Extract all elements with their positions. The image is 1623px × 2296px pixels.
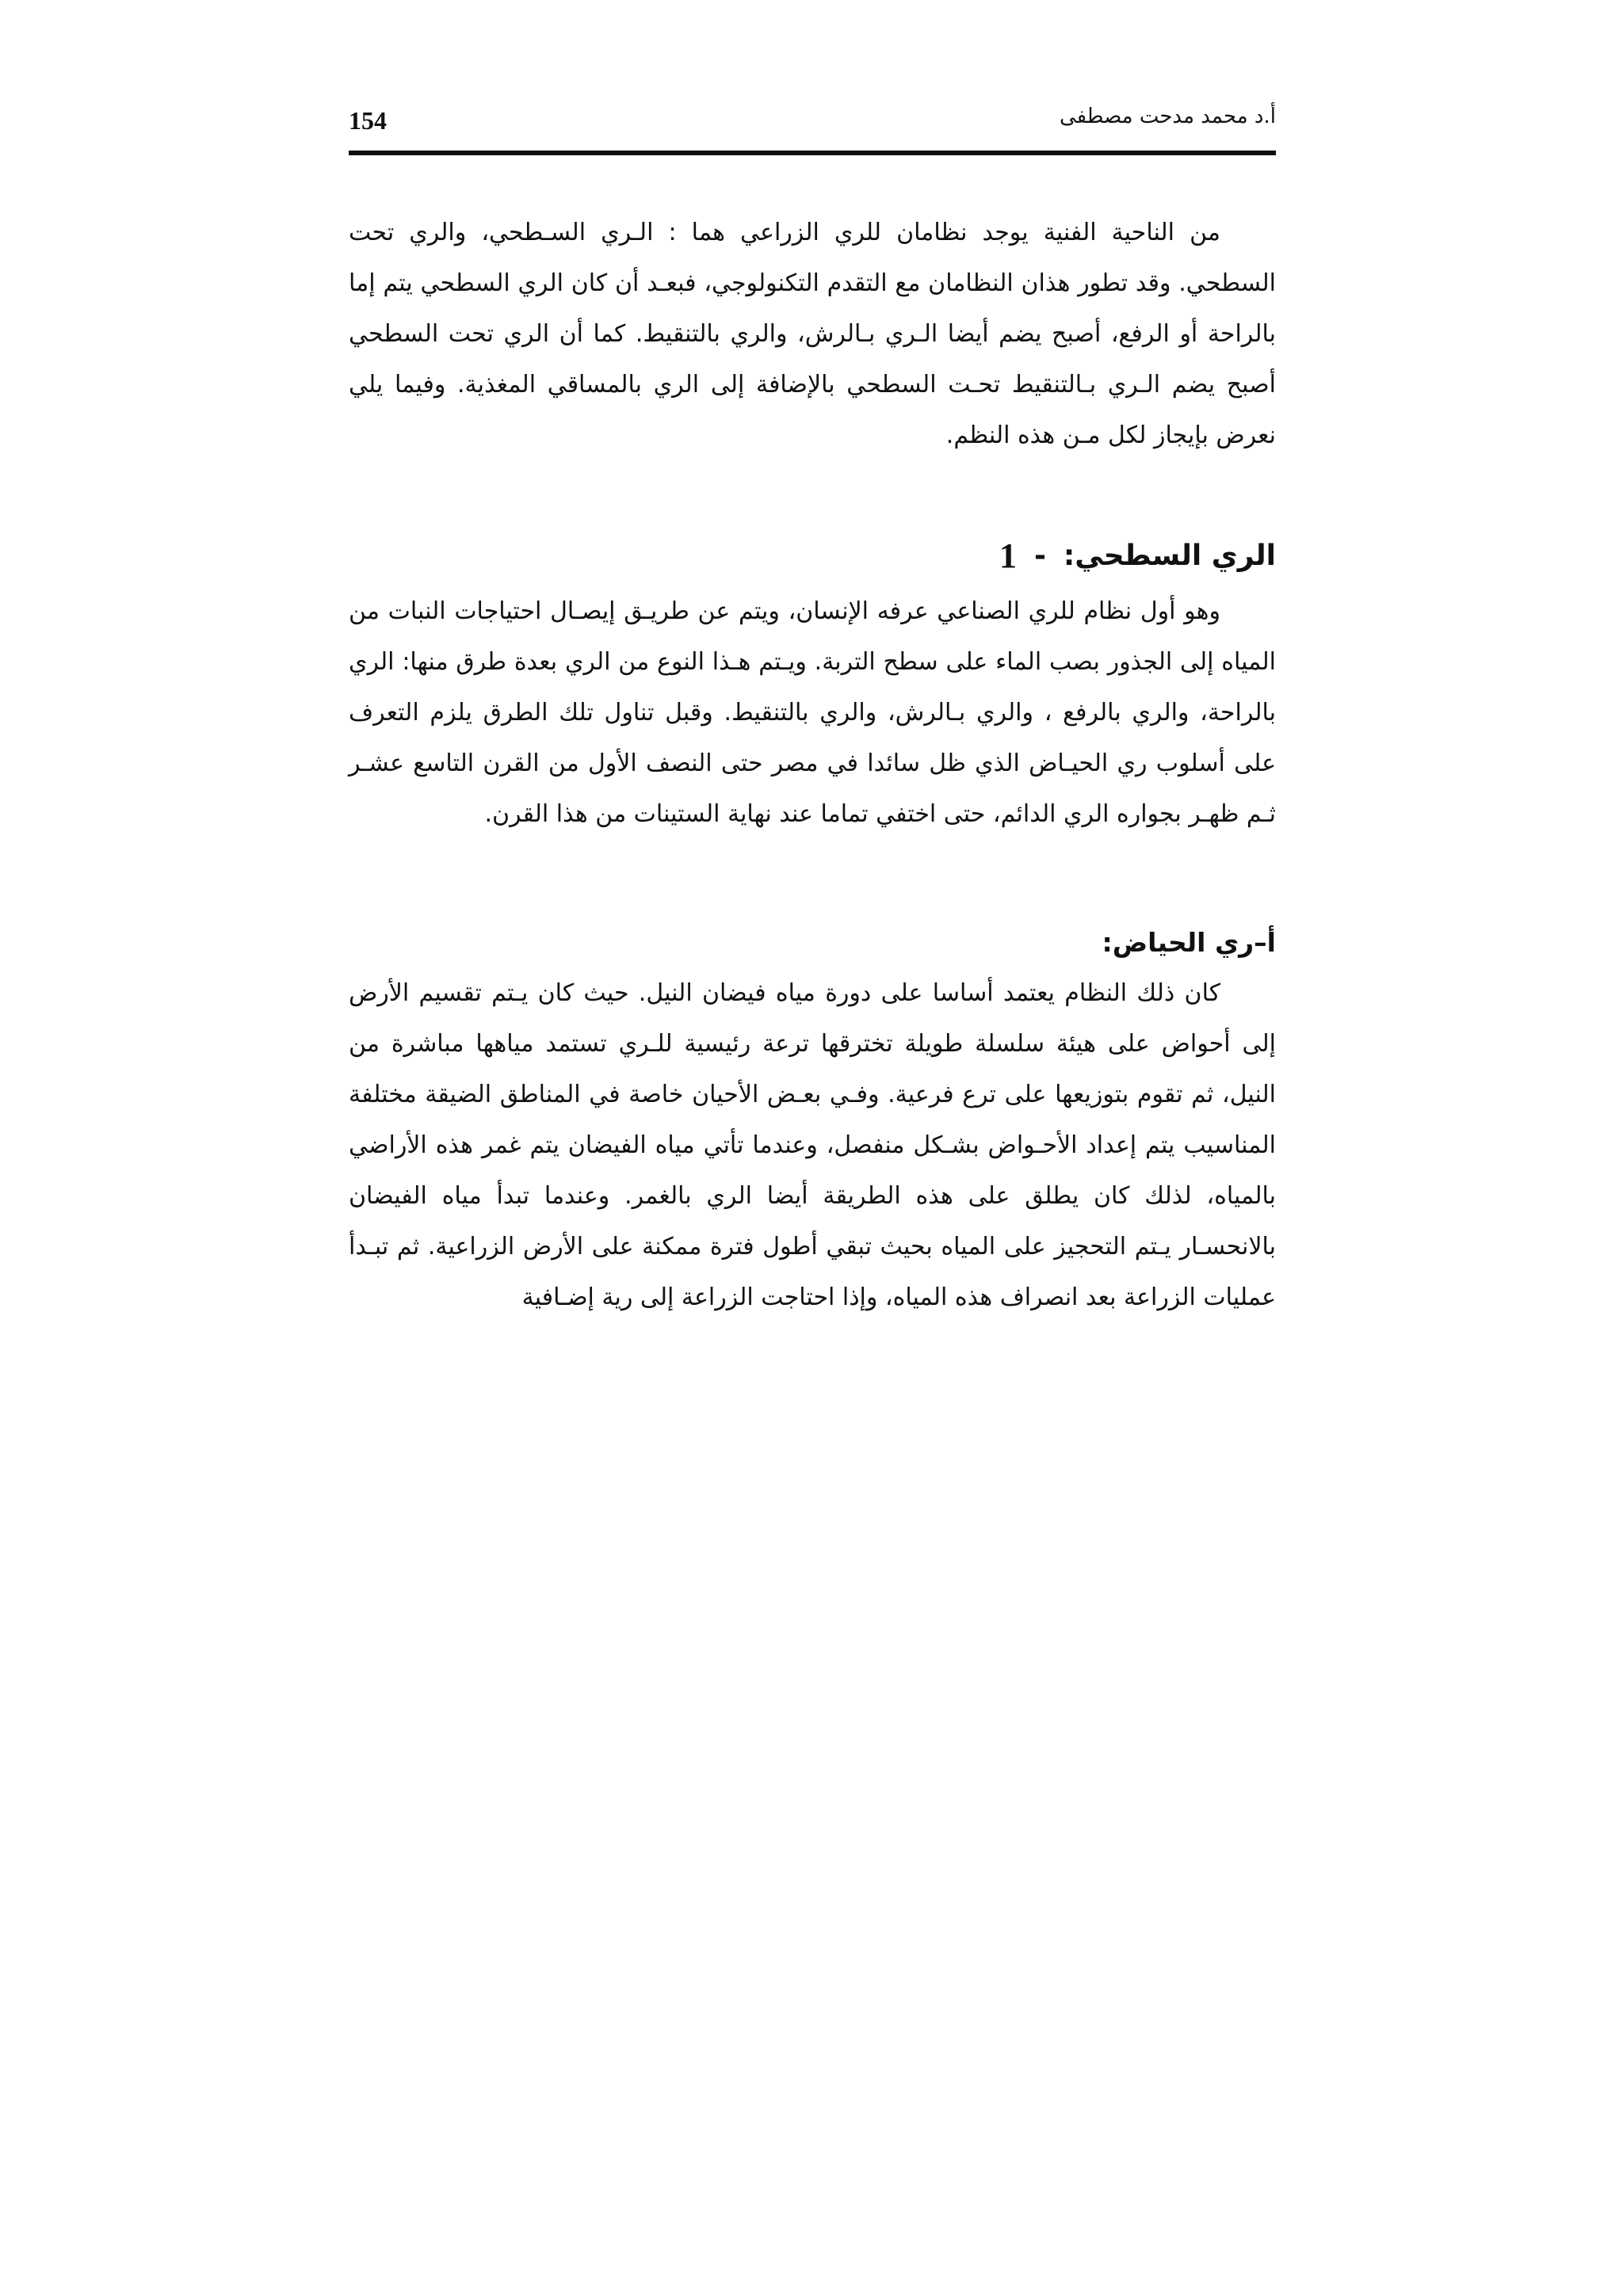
intro-paragraph: من الناحية الفنية يوجد نظامان للري الزراعي هما : الـري السـطحي، والري تحت السطحي. وقد تطور هذان النظامان مع التقدم التكنولوجي، فبعـد أن كان الري السطحي يتم إما بالراحة أو الرفع، أصبح يضم أيضا الـري بـالرش، والري بالتنقيط. كما أن الري تحت السطحي أصبح يضم الـري بـالتنقيط تحـت السطحي بالإضافة إلى الري بالمساقي المغذية. وفيما يلي نعرض بإيجاز لكل مـن هذه النظم. — [349, 219, 1276, 449]
section-paragraph: وهو أول نظام للري الصناعي عرفه الإنسان، ويتم عن طريـق إيصـال احتياجات النبات من المياه إلى الجذور بصب الماء على سطح التربة. ويـتم هـذا النوع من الري بعدة طرق منها: الري بالراحة، والري بالرفع ، والري بـالرش، والري بالتنقيط. وقبل تناول تلك الطرق يلزم التعرف على أسلوب ري الحيـاض الذي ظل سائدا في مصر حتى النصف الأول من القرن التاسع عشـر ثـم ظهـر بجواره الري الدائم، حتى اختفي تماما عند نهاية الستينات من هذا القرن. — [349, 597, 1276, 828]
running-head-author: أ.د محمد مدحت مصطفى — [1059, 105, 1276, 128]
section-title: الري السطحي: — [1063, 539, 1276, 572]
subsection-heading: أ–ري الحياض: — [1102, 926, 1276, 958]
subsection-paragraph: كان ذلك النظام يعتمد أساسا على دورة مياه فيضان النيل. حيث كان يـتم تقسيم الأرض إلى أحواض على هيئة سلسلة طويلة تخترقها ترعة رئيسية للـري تستمد مياهها مباشرة من النيل، ثم تقوم بتوزيعها على ترع فرعية. وفـي بعـض الأحيان خاصة في المناطق الضيقة مختلفة المناسيب يتم إعداد الأحـواض بشـكل منفصل، وعندما تأتي مياه الفيضان يتم غمر هذه الأراضي بالمياه، لذلك كان يطلق على هذه الطريقة أيضا الري بالغمر. وعندما تبدأ مياه الفيضان بالانحسـار يـتم التحجيز على المياه بحيث تبقي أطول فترة ممكنة على الأرض الزراعية. ثم تبـدأ عمليات الزراعة بعد انصراف هذه المياه، وإذا احتاجت الزراعة إلى رية إضـافية — [349, 979, 1276, 1311]
section-number: 1 — [999, 536, 1017, 575]
section-heading — [349, 524, 1276, 586]
page-number: 154 — [349, 106, 387, 135]
page-header — [349, 101, 1276, 155]
page-body — [349, 208, 1276, 1323]
section-dash: - — [1033, 539, 1046, 572]
